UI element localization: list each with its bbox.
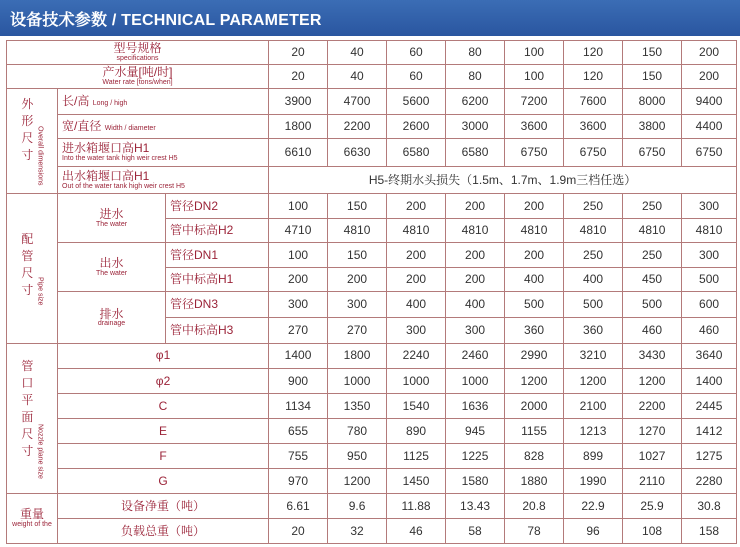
pipe-row	[7, 194, 737, 219]
cell: 2600	[387, 114, 446, 139]
pipe-row-label: 管中标高H2	[166, 218, 269, 243]
cell: 1275	[682, 443, 737, 469]
cell: 1400	[682, 369, 737, 394]
overall-row-label: 长/高 Long / high	[58, 89, 269, 115]
cell: 4810	[505, 218, 564, 243]
cell: 400	[446, 292, 505, 318]
cell: 2460	[446, 343, 505, 369]
cell: 655	[269, 419, 328, 444]
cell: 1270	[623, 419, 682, 444]
cell: 11.88	[387, 493, 446, 519]
cell: 1155	[505, 419, 564, 444]
cell: 1412	[682, 419, 737, 444]
overall-row	[7, 89, 737, 115]
cell: 250	[564, 243, 623, 268]
model-value: 60	[387, 41, 446, 65]
weight-row	[7, 519, 737, 544]
weight-section-label: 重量 weight of the	[7, 493, 58, 543]
cell: 1450	[387, 469, 446, 494]
cell: 890	[387, 419, 446, 444]
cell: 1213	[564, 419, 623, 444]
water-rate-header: 产水量[吨/时] Water rate [tons/when]	[7, 64, 269, 89]
cell: 150	[328, 194, 387, 219]
nozzle-row	[7, 343, 737, 369]
weight-row-label: 设备净重（吨）	[58, 493, 269, 519]
cell: 6750	[505, 139, 564, 167]
cell: 100	[269, 194, 328, 219]
technical-parameter-table	[6, 40, 737, 544]
cell: 600	[682, 292, 737, 318]
nozzle-row	[7, 369, 737, 394]
cell: 1800	[269, 114, 328, 139]
water-rate-value: 20	[269, 64, 328, 89]
cell: 9400	[682, 89, 737, 115]
cell: 250	[564, 194, 623, 219]
cell: 3210	[564, 343, 623, 369]
cell: 4710	[269, 218, 328, 243]
cell: 3900	[269, 89, 328, 115]
cell: 300	[446, 317, 505, 343]
model-value: 40	[328, 41, 387, 65]
cell: 20	[269, 519, 328, 544]
cell: 46	[387, 519, 446, 544]
model-value: 100	[505, 41, 564, 65]
water-rate-value: 120	[564, 64, 623, 89]
model-row	[7, 41, 737, 65]
cell: 500	[564, 292, 623, 318]
water-rate-value: 150	[623, 64, 682, 89]
nozzle-row	[7, 393, 737, 419]
cell: 1134	[269, 393, 328, 419]
cell: 300	[269, 292, 328, 318]
cell: 200	[387, 194, 446, 219]
overall-row	[7, 114, 737, 139]
cell: 6750	[682, 139, 737, 167]
pipe-row	[7, 292, 737, 318]
weight-row	[7, 493, 737, 519]
cell: 200	[446, 243, 505, 268]
overall-row	[7, 139, 737, 167]
cell: 950	[328, 443, 387, 469]
cell: 1990	[564, 469, 623, 494]
cell: 270	[269, 317, 328, 343]
cell: 1880	[505, 469, 564, 494]
cell: 4700	[328, 89, 387, 115]
water-rate-value: 100	[505, 64, 564, 89]
cell: 2280	[682, 469, 737, 494]
cell: 6200	[446, 89, 505, 115]
cell: 2000	[505, 393, 564, 419]
nozzle-row-label: E	[58, 419, 269, 444]
nozzle-row-label: φ1	[58, 343, 269, 369]
cell: 3000	[446, 114, 505, 139]
cell: 300	[682, 194, 737, 219]
cell: 1000	[328, 369, 387, 394]
pipe-group-label: 进水 The water	[58, 194, 166, 243]
cell: 13.43	[446, 493, 505, 519]
cell: 108	[623, 519, 682, 544]
water-rate-value: 200	[682, 64, 737, 89]
cell: 32	[328, 519, 387, 544]
cell: 200	[269, 267, 328, 292]
cell: 5600	[387, 89, 446, 115]
pipe-row-label: 管径DN2	[166, 194, 269, 219]
cell: 4810	[682, 218, 737, 243]
nozzle-row	[7, 419, 737, 444]
cell: 250	[623, 194, 682, 219]
cell: 1636	[446, 393, 505, 419]
cell: 96	[564, 519, 623, 544]
cell: 78	[505, 519, 564, 544]
cell: 360	[505, 317, 564, 343]
cell: 780	[328, 419, 387, 444]
cell: 2200	[328, 114, 387, 139]
cell: 4810	[623, 218, 682, 243]
cell: 200	[328, 267, 387, 292]
nozzle-row-label: F	[58, 443, 269, 469]
cell: 2100	[564, 393, 623, 419]
cell: 20.8	[505, 493, 564, 519]
cell: 200	[387, 243, 446, 268]
cell: 200	[446, 267, 505, 292]
cell: 25.9	[623, 493, 682, 519]
pipe-row-label: 管径DN1	[166, 243, 269, 268]
cell: 6580	[387, 139, 446, 167]
cell: 6750	[564, 139, 623, 167]
cell: 250	[623, 243, 682, 268]
cell: 755	[269, 443, 328, 469]
cell: 970	[269, 469, 328, 494]
cell: 6750	[623, 139, 682, 167]
cell: 58	[446, 519, 505, 544]
cell: 3640	[682, 343, 737, 369]
cell: 1200	[328, 469, 387, 494]
cell: 300	[387, 317, 446, 343]
cell: 300	[328, 292, 387, 318]
cell: 200	[446, 194, 505, 219]
cell: 1000	[387, 369, 446, 394]
cell: 899	[564, 443, 623, 469]
cell: 6630	[328, 139, 387, 167]
model-value: 20	[269, 41, 328, 65]
nozzle-row-label: G	[58, 469, 269, 494]
nozzle-row	[7, 443, 737, 469]
cell: 270	[328, 317, 387, 343]
cell: 400	[387, 292, 446, 318]
nozzle-section-label: 管口平面尺寸 Nozzle plane size	[7, 343, 58, 493]
cell: 828	[505, 443, 564, 469]
cell: 150	[328, 243, 387, 268]
cell: 6580	[446, 139, 505, 167]
water-rate-value: 80	[446, 64, 505, 89]
cell: 200	[387, 267, 446, 292]
model-value: 120	[564, 41, 623, 65]
overall-section-label: 外形尺寸 Overall dimensions	[7, 89, 58, 194]
pipe-row-label: 管中标高H3	[166, 317, 269, 343]
cell: 7600	[564, 89, 623, 115]
pipe-group-label: 排水 drainage	[58, 292, 166, 343]
pipe-row-label: 管径DN3	[166, 292, 269, 318]
water-rate-value: 60	[387, 64, 446, 89]
cell: 4810	[564, 218, 623, 243]
cell: 6610	[269, 139, 328, 167]
cell: 4810	[328, 218, 387, 243]
nozzle-row-label: φ2	[58, 369, 269, 394]
cell: 1225	[446, 443, 505, 469]
nozzle-row	[7, 469, 737, 494]
cell: 4810	[387, 218, 446, 243]
model-header: 型号规格 specifications	[7, 41, 269, 65]
pipe-section-label: 配管尺寸 Pipe size	[7, 194, 58, 343]
pipe-row	[7, 243, 737, 268]
cell: 460	[682, 317, 737, 343]
model-value: 150	[623, 41, 682, 65]
cell: 9.6	[328, 493, 387, 519]
cell: 1580	[446, 469, 505, 494]
cell: 2240	[387, 343, 446, 369]
title-banner	[0, 0, 740, 36]
cell: 945	[446, 419, 505, 444]
head-loss-note: H5-终期水头损失（1.5m、1.7m、1.9m三档任选）	[269, 166, 737, 194]
cell: 1800	[328, 343, 387, 369]
cell: 1350	[328, 393, 387, 419]
cell: 900	[269, 369, 328, 394]
model-value: 80	[446, 41, 505, 65]
cell: 1200	[505, 369, 564, 394]
cell: 3600	[564, 114, 623, 139]
model-value: 200	[682, 41, 737, 65]
cell: 460	[623, 317, 682, 343]
cell: 400	[505, 267, 564, 292]
cell: 3600	[505, 114, 564, 139]
cell: 360	[564, 317, 623, 343]
cell: 200	[505, 194, 564, 219]
cell: 8000	[623, 89, 682, 115]
cell: 500	[623, 292, 682, 318]
cell: 3800	[623, 114, 682, 139]
cell: 22.9	[564, 493, 623, 519]
cell: 500	[682, 267, 737, 292]
cell: 2990	[505, 343, 564, 369]
overall-row-label: 宽/直径 Width / diameter	[58, 114, 269, 139]
water-rate-value: 40	[328, 64, 387, 89]
pipe-row-label: 管中标高H1	[166, 267, 269, 292]
cell: 500	[505, 292, 564, 318]
overall-row-label: 出水箱堰口高H1 Out of the water tank high weir crest H5	[58, 166, 269, 194]
cell: 1540	[387, 393, 446, 419]
cell: 400	[564, 267, 623, 292]
cell: 300	[682, 243, 737, 268]
cell: 2445	[682, 393, 737, 419]
cell: 1400	[269, 343, 328, 369]
weight-row-label: 负载总重（吨）	[58, 519, 269, 544]
cell: 1200	[623, 369, 682, 394]
cell: 450	[623, 267, 682, 292]
page-title: 设备技术参数 / TECHNICAL PARAMETER	[10, 12, 322, 29]
cell: 1027	[623, 443, 682, 469]
cell: 4400	[682, 114, 737, 139]
cell: 2200	[623, 393, 682, 419]
cell: 6.61	[269, 493, 328, 519]
cell: 2110	[623, 469, 682, 494]
cell: 158	[682, 519, 737, 544]
cell: 100	[269, 243, 328, 268]
nozzle-row-label: C	[58, 393, 269, 419]
cell: 3430	[623, 343, 682, 369]
cell: 7200	[505, 89, 564, 115]
cell: 1125	[387, 443, 446, 469]
cell: 30.8	[682, 493, 737, 519]
water-rate-row	[7, 64, 737, 89]
cell: 1000	[446, 369, 505, 394]
cell: 4810	[446, 218, 505, 243]
cell: 1200	[564, 369, 623, 394]
overall-row-label: 进水箱堰口高H1 Into the water tank high weir crest H5	[58, 139, 269, 167]
overall-row	[7, 166, 737, 194]
pipe-group-label: 出水 The water	[58, 243, 166, 292]
cell: 200	[505, 243, 564, 268]
